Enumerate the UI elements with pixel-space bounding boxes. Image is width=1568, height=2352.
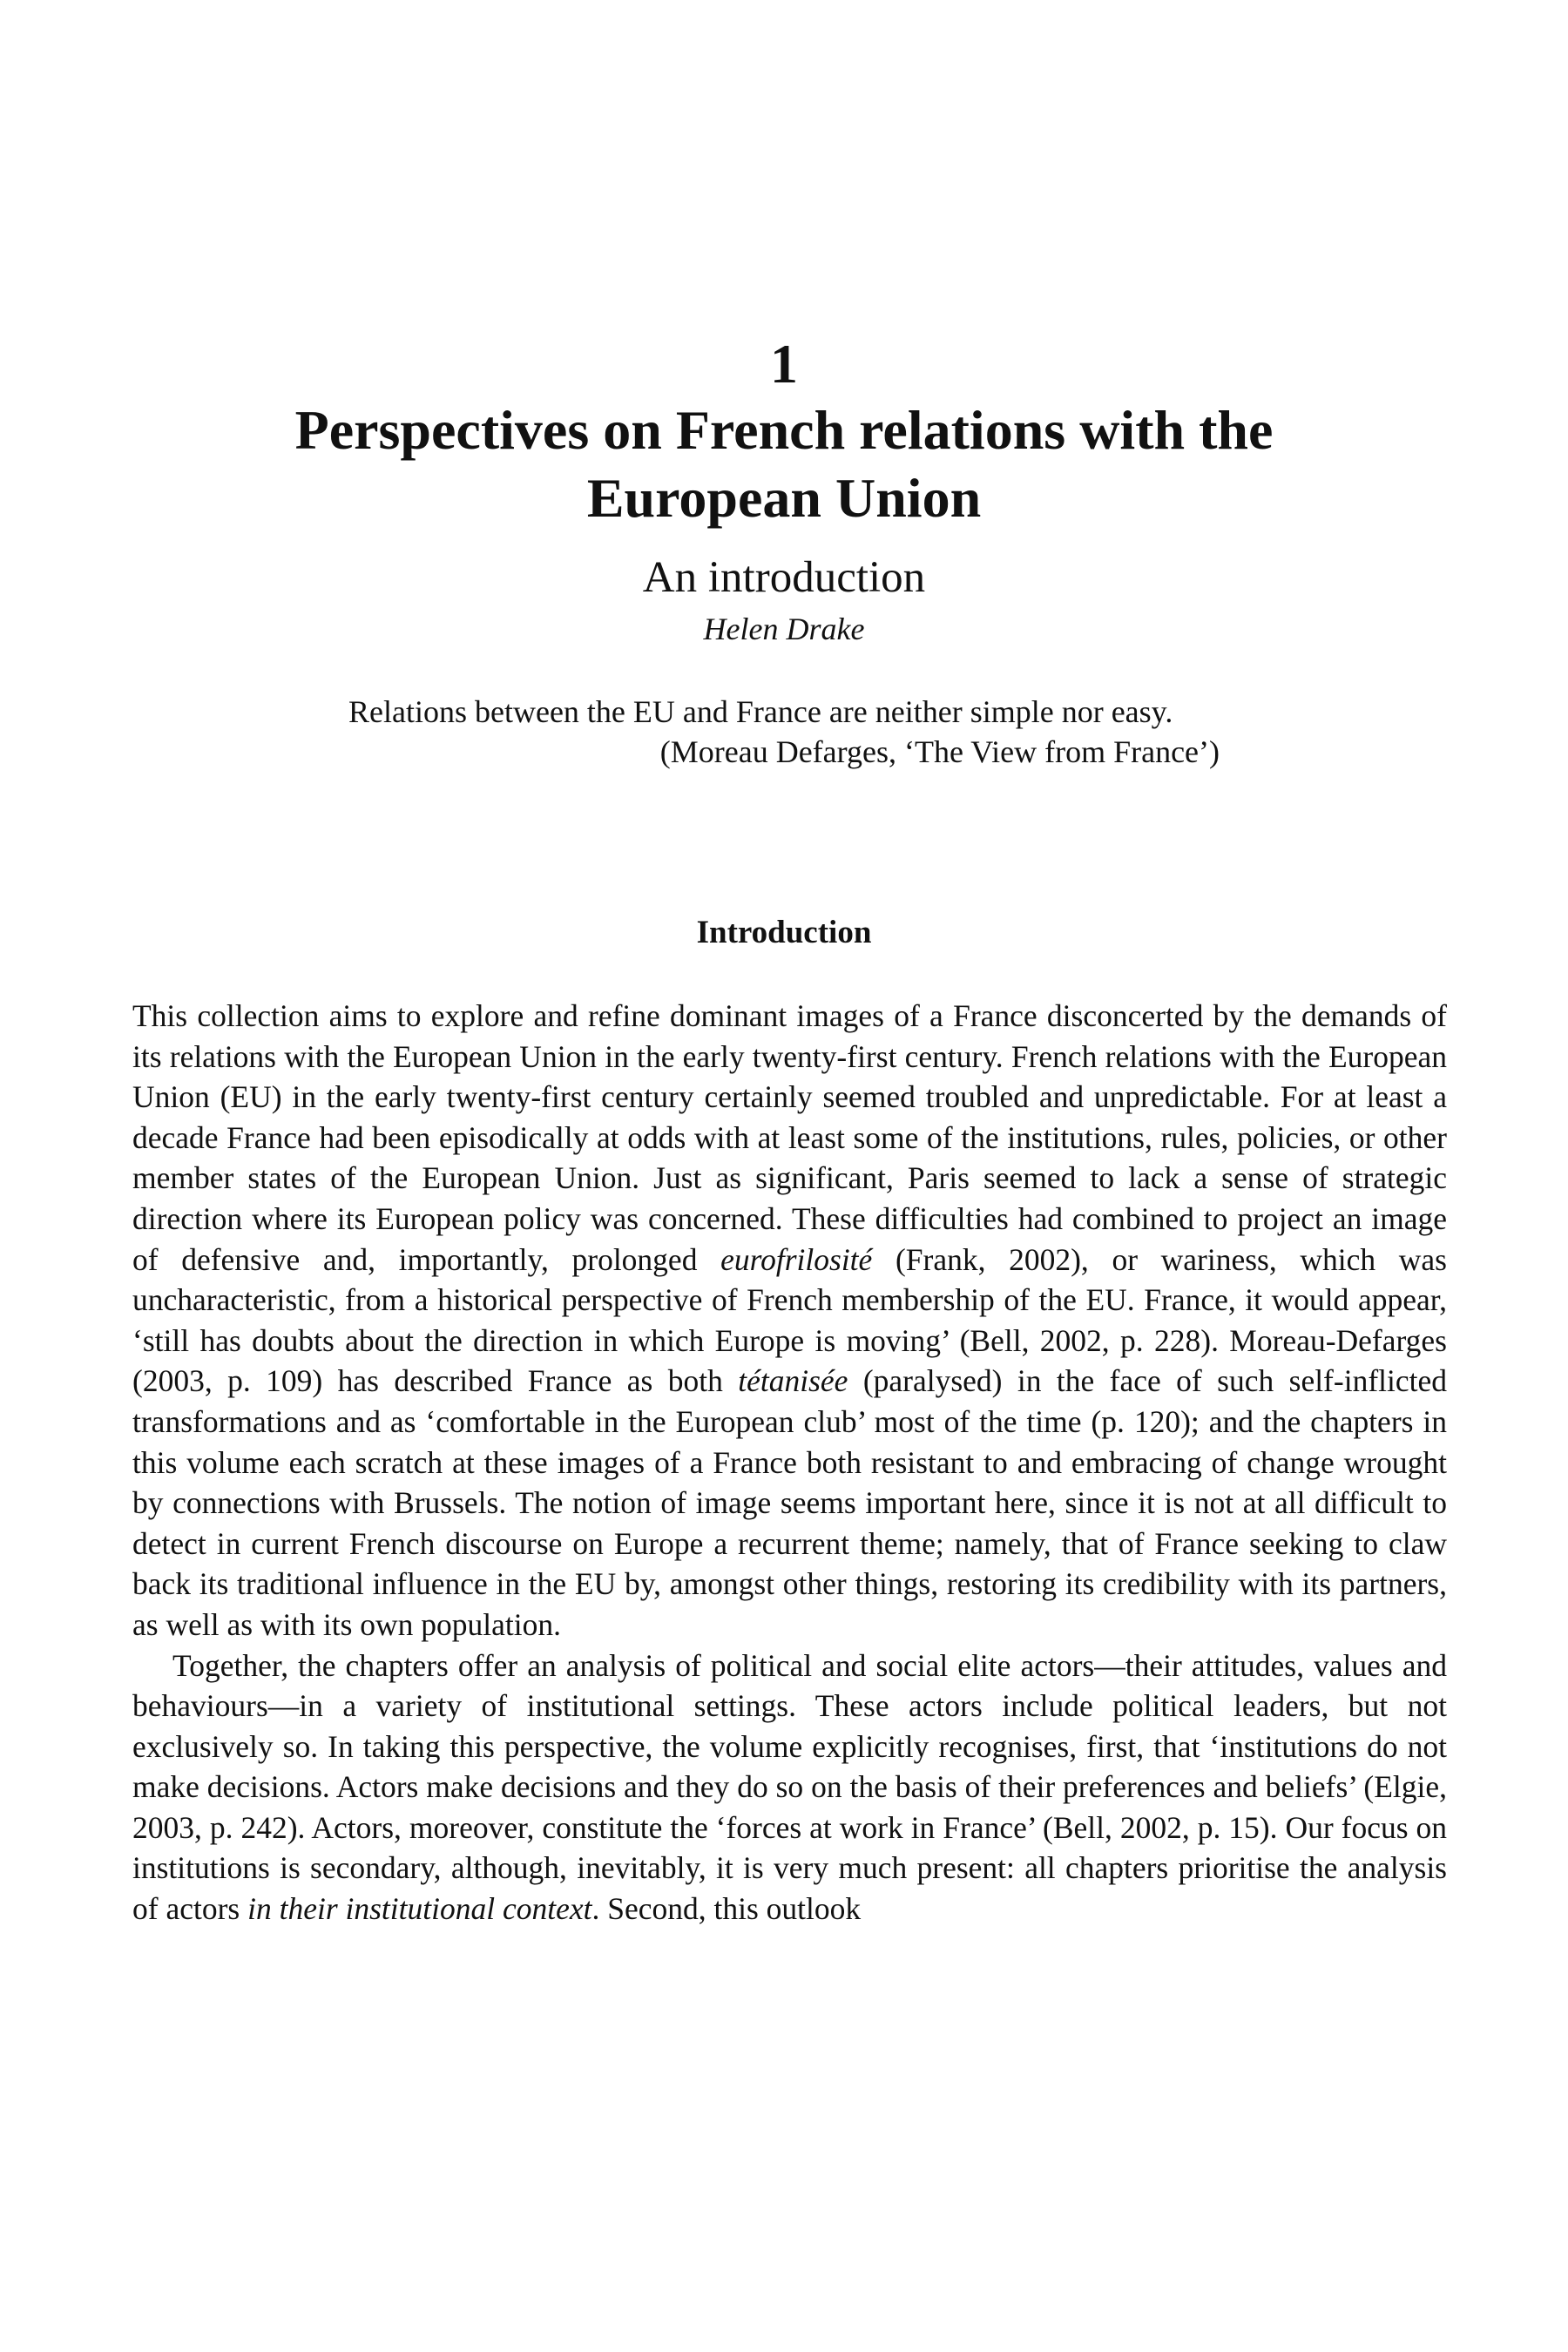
paragraph-1-text-a: This collection aims to explore and refine dominant images of a France disconcerted by the demands of its relations with the European Union in the early twenty-first century. French relations with the European Union (EU) in the early twenty-first century certainly seemed troubled and unpredictable. For at least a decade France had been episodically at odds with at least some of the institutions, rules, policies, or other member states of the European Union. Just as significant, Paris seemed to lack a sense of strategic direction where its European policy was concerned. These difficulties had combined to project an image of defensive and, importantly, prolonged <box>132 998 1447 1277</box>
paragraph-1 <box>132 996 1447 1646</box>
paragraph-1-italic-tetanisee: tétanisée <box>738 1363 848 1399</box>
paragraph-2-text-c: . Second, this outlook <box>591 1891 862 1927</box>
epigraph-quote: Relations between the EU and France are neither simple nor easy. <box>348 694 1173 729</box>
epigraph <box>348 692 1220 772</box>
paragraph-2 <box>132 1646 1447 1930</box>
body-text <box>132 996 1447 1930</box>
epigraph-source: (Moreau Defarges, ‘The View from France’) <box>659 734 1220 769</box>
paragraph-2-text-a: Together, the chapters offer an analysis of political and social elite actors—their attitudes, values and behaviours—in a variety of institutional settings. These actors include political leaders, but not exclusively so. In taking this perspective, the volume explicitly recognises, first, that ‘institutions do not make decisions. Actors make decisions and they do so on the basis of their preferences and beliefs’ (Elgie, 2003, p. 242). Actors, moreover, constitute the ‘forces at work in France’ (Bell, 2002, p. 15). Our focus on institutions is secondary, although, inevitably, it is very much present: all chapters prioritise the analysis of actors <box>132 1647 1447 1927</box>
chapter-subtitle: An introduction <box>642 553 926 602</box>
paragraph-1-text-e: (paralysed) in the face of such self-inflicted transformations and as ‘comfortable in the European club’ most of the time (p. 120); and the chapters in this volume each scratch at these images of a France both resistant to and embracing of change wrought by connections with Brussels. The notion of image seems important here, since it is not at all difficult to detect in current French discourse on Europe a recurrent theme; namely, that of France seeking to claw back its traditional influence in the EU by, amongst other things, restoring its credibility with its partners, as well as with its own population. <box>132 1363 1447 1642</box>
paragraph-1-italic-eurofrilosite: eurofrilosité <box>720 1241 873 1277</box>
chapter-author: Helen Drake <box>703 612 865 646</box>
paragraph-2-italic-context: in their institutional context <box>247 1891 592 1927</box>
chapter-number: 1 <box>770 333 798 395</box>
chapter-title: Perspectives on French relations with the European Union <box>294 399 1274 529</box>
paragraph-1-text-c: (Frank, 2002), or wariness, which was uncharacteristic, from a historical perspective of French membership of the EU. France, it would appear, ‘still has doubts about the direction in which Europe is moving’ (Bell, 2002, p. 228). Moreau-Defarges (2003, p. 109) has described France as both <box>132 1241 1447 1399</box>
section-heading: Introduction <box>696 915 872 950</box>
